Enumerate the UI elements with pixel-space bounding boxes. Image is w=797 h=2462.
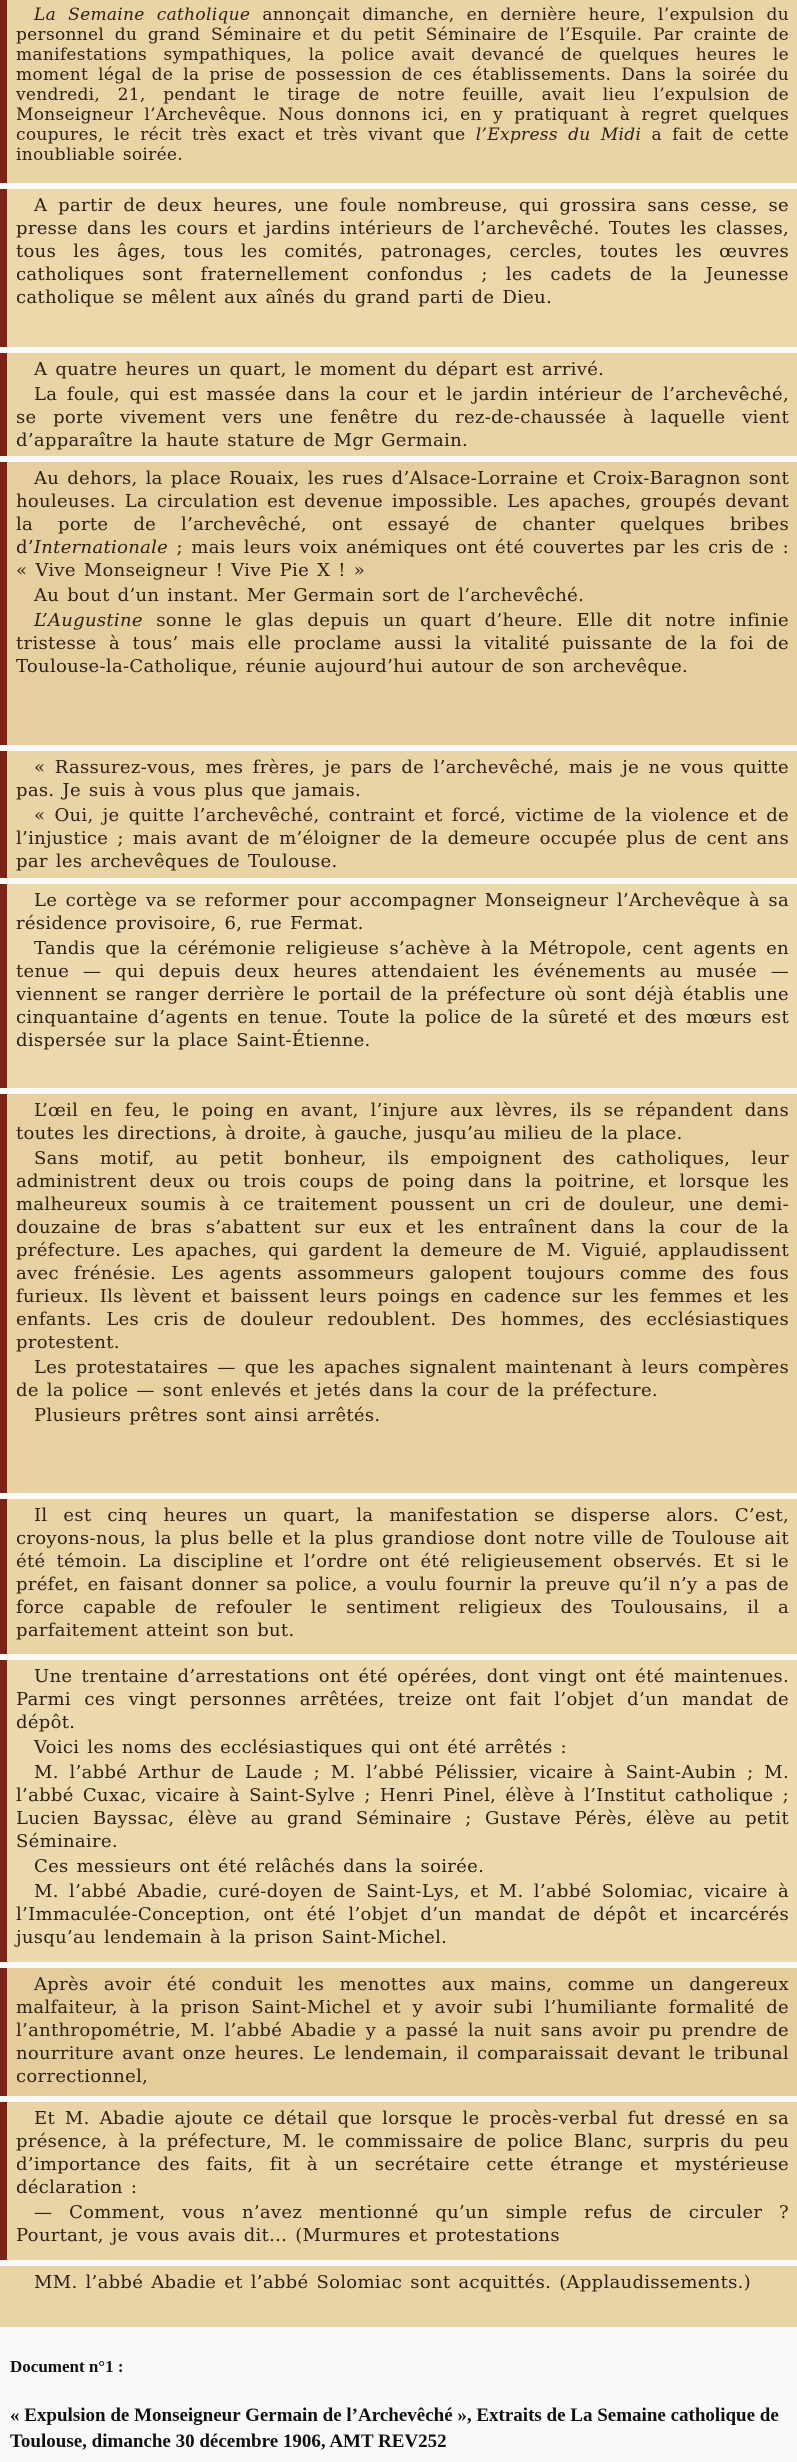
text: annonçait dimanche, en dernière heure, l’expulsion du personnel du grand Séminaire et du petit Séminaire de l’Esquile. Par crainte de manifestations sympathiques, la police avait devancé de quelques heures le moment légal de la prise de possession de ces établissements. Dans la soirée du vendredi, 21, pendant le tirage de notre feuille, avait lieu l’expulsion de Monseigneur l’Archevêque. Nous donnons ici, en y pratiquant à regret quelques coupures, le récit très exact et très vivant que xyxy=(16,5,789,145)
paragraph xyxy=(16,358,789,381)
paragraph xyxy=(16,804,789,873)
text: A quatre heures un quart, le moment du départ est arrivé. xyxy=(34,359,605,380)
text: M. l’abbé Arthur de Laude ; M. l’abbé Pélissier, vicaire à Saint-Aubin ; M. l’abbé Cuxac, vicaire à Saint-Sylve ; Henri Pinel, élève à l’Institut catholique ; Lucien Bayssac, élève au grand Séminaire ; Gustave Pérès, élève au petit Séminaire. xyxy=(16,1762,789,1852)
text: Sans motif, au petit bonheur, ils empoignent des catholiques, leur administrent deux ou trois coups de poing dans la poitrine, et lorsque les malheureux soumis à ce traitement poussent un cri de douleur, une demi-douzaine de bras s’abattent sur eux et les entraînent dans la cour de la préfecture. Les apaches, qui gardent la demeure de M. Viguié, applaudissent avec frénésie. Les agents assommeurs galopent toujours comme des fous furieux. Ils lèvent et baissent leurs poings en cadence sur les femmes et les enfants. Les cris de douleur redoublent. Des hommes, des ecclésiastiques protestent. xyxy=(16,1148,789,1353)
clipping-strip-10 xyxy=(0,1968,797,2096)
italic-text: Internationale xyxy=(33,537,169,558)
text: a fait de cette inoubliable soirée. xyxy=(16,125,789,165)
paragraph xyxy=(16,584,789,607)
text: Au bout d’un instant. Mer Germain sort de l’archevêché. xyxy=(34,585,585,606)
text: « Rassurez-vous, mes frères, je pars de l’archevêché, mais je ne vous quitte pas. Je suis à vous plus que jamais. xyxy=(16,757,789,801)
text: Voici les noms des ecclésiastiques qui ont été arrêtés : xyxy=(34,1737,567,1758)
text: Plusieurs prêtres sont ainsi arrêtés. xyxy=(34,1405,381,1426)
clipping-strip-8 xyxy=(0,1499,797,1654)
paragraph xyxy=(16,2271,789,2294)
paragraph xyxy=(16,1736,789,1759)
text: ; mais leurs voix anémiques ont été couvertes par les cris de : « Vive Monseigneur ! Vive Pie X ! » xyxy=(16,537,789,581)
paragraph xyxy=(16,194,789,309)
paragraph xyxy=(16,1099,789,1145)
clipping-strip-11 xyxy=(0,2102,797,2260)
italic-text: La Semaine catholique xyxy=(34,5,251,25)
text: — Comment, vous n’avez mentionné qu’un simple refus de circuler ? Pourtant, je vous avais dit... (Murmures et protestations xyxy=(16,2202,789,2246)
clipping-strip-6 xyxy=(0,884,797,1088)
paragraph xyxy=(16,1880,789,1949)
paragraph xyxy=(16,2107,789,2199)
clipping-strip-7 xyxy=(0,1094,797,1493)
paragraph xyxy=(16,467,789,582)
italic-text: l’Express du Midi xyxy=(475,125,642,145)
text: Et M. Abadie ajoute ce détail que lorsque le procès-verbal fut dressé en sa présence, à la préfecture, M. le commissaire de police Blanc, surpris du peu d’importance des faits, fit à un secrétaire cette étrange et mystérieuse déclaration : xyxy=(16,2108,789,2198)
text: Les protestataires — que les apaches signalent maintenant à leurs compères de la police — sont enlevés et jetés dans la cour de la préfecture. xyxy=(16,1357,789,1401)
clipping-strip-4 xyxy=(0,462,797,745)
paragraph xyxy=(16,1404,789,1427)
caption-label: Document n°1 : xyxy=(10,2357,124,2376)
paragraph xyxy=(16,383,789,452)
text: Tandis que la cérémonie religieuse s’achève à la Métropole, cent agents en tenue — qui depuis deux heures attendaient les événements au musée — viennent se ranger derrière le portail de la préfecture où sont déjà établis une cinquantaine d’agents en tenue. Toute la police de la sûreté et des mœurs est dispersée sur la place Saint-Étienne. xyxy=(16,938,789,1051)
clipping-strip-1 xyxy=(0,0,797,183)
text: M. l’abbé Abadie, curé-doyen de Saint-Lys, et M. l’abbé Solomiac, vicaire à l’Immaculée-Conception, ont été l’objet d’un mandat de dépôt et incarcérés jusqu’au lendemain à la prison Saint-Michel. xyxy=(16,1881,789,1948)
text: sonne le glas depuis un quart d’heure. Elle dit notre infinie tristesse à tous’ mais elle proclame aussi la vitalité puissante de la foi de Toulouse-la-Catholique, réunie aujourd’hui autour de son archevêque. xyxy=(16,610,789,677)
clipping-strip-12 xyxy=(0,2266,797,2327)
paragraph xyxy=(16,889,789,935)
paragraph xyxy=(16,1973,789,2088)
clipping-strip-2 xyxy=(0,189,797,347)
paragraph xyxy=(16,5,789,165)
text: « Oui, je quitte l’archevêché, contraint et forcé, victime de la violence et de l’injustice ; mais avant de m’éloigner de la demeure occupée plus de cent ans par les archevêques de Toulouse. xyxy=(16,805,789,872)
text: Au dehors, la place Rouaix, les rues d’Alsace-Lorraine et Croix-Baragnon sont houleuses. La circulation est devenue impossible. Les apaches, groupés devant la porte de l’archevêché, ont essayé de chanter quelques bribes d’ xyxy=(16,468,789,558)
paragraph xyxy=(16,937,789,1052)
text: L’œil en feu, le poing en avant, l’injure aux lèvres, ils se répandent dans toutes les directions, à droite, à gauche, jusqu’au milieu de la place. xyxy=(16,1100,789,1144)
paragraph xyxy=(16,609,789,678)
text: MM. l’abbé Abadie et l’abbé Solomiac sont acquittés. (Applaudissements.) xyxy=(34,2272,751,2293)
paragraph xyxy=(16,756,789,802)
caption xyxy=(0,2357,797,2455)
clipping-strip-5 xyxy=(0,751,797,878)
italic-text: L’Augustine xyxy=(34,610,143,631)
text: Il est cinq heures un quart, la manifestation se disperse alors. C’est, croyons-nous, la plus belle et la plus grandiose dont notre ville de Toulouse ait été témoin. La discipline et l’ordre ont été religieusement observés. Et si le préfet, en faisant donner sa police, a voulu fournir la preuve qu’il n’y a pas de force capable de refouler le sentiment religieux des Toulousains, il a parfaitement atteint son but. xyxy=(16,1505,789,1641)
paragraph xyxy=(16,1665,789,1734)
paragraph xyxy=(16,1855,789,1878)
text: La foule, qui est massée dans la cour et le jardin intérieur de l’archevêché, se porte vivement vers une fenêtre du rez-de-chaussée à laquelle vient d’apparaître la haute stature de Mgr Germain. xyxy=(16,384,789,451)
paragraph xyxy=(16,2201,789,2247)
clipping-strip-3 xyxy=(0,353,797,456)
text: A partir de deux heures, une foule nombreuse, qui grossira sans cesse, se presse dans les cours et jardins intérieurs de l’archevêché. Toutes les classes, tous les âges, tous les comités, patronages, cercles, toutes les œuvres catholiques sont fraternellement confondus ; les cadets de la Jeunesse catholique se mêlent aux aînés du grand parti de Dieu. xyxy=(16,195,789,308)
paragraph xyxy=(16,1356,789,1402)
caption-citation: « Expulsion de Monseigneur Germain de l’Archevêché », Extraits de La Semaine catholique de Toulouse, dimanche 30 décembre 1906, AMT REV252 xyxy=(10,2405,779,2452)
text: Ces messieurs ont été relâchés dans la soirée. xyxy=(34,1856,485,1877)
text: Une trentaine d’arrestations ont été opérées, dont vingt ont été maintenues. Parmi ces vingt personnes arrêtées, treize ont fait l’objet d’un mandat de dépôt. xyxy=(16,1666,789,1733)
text: Après avoir été conduit les menottes aux mains, comme un dangereux malfaiteur, à la prison Saint-Michel et y avoir subi l’humiliante formalité de l’anthropométrie, M. l’abbé Abadie y a passé la nuit sans avoir pu prendre de nourriture avant onze heures. Le lendemain, il comparaissait devant le tribunal correctionnel, xyxy=(16,1974,789,2087)
paragraph xyxy=(16,1761,789,1853)
paragraph xyxy=(16,1147,789,1354)
clipping-strip-9 xyxy=(0,1660,797,1962)
paragraph xyxy=(16,1504,789,1642)
text: Le cortège va se reformer pour accompagner Monseigneur l’Archevêque à sa résidence provisoire, 6, rue Fermat. xyxy=(16,890,789,934)
